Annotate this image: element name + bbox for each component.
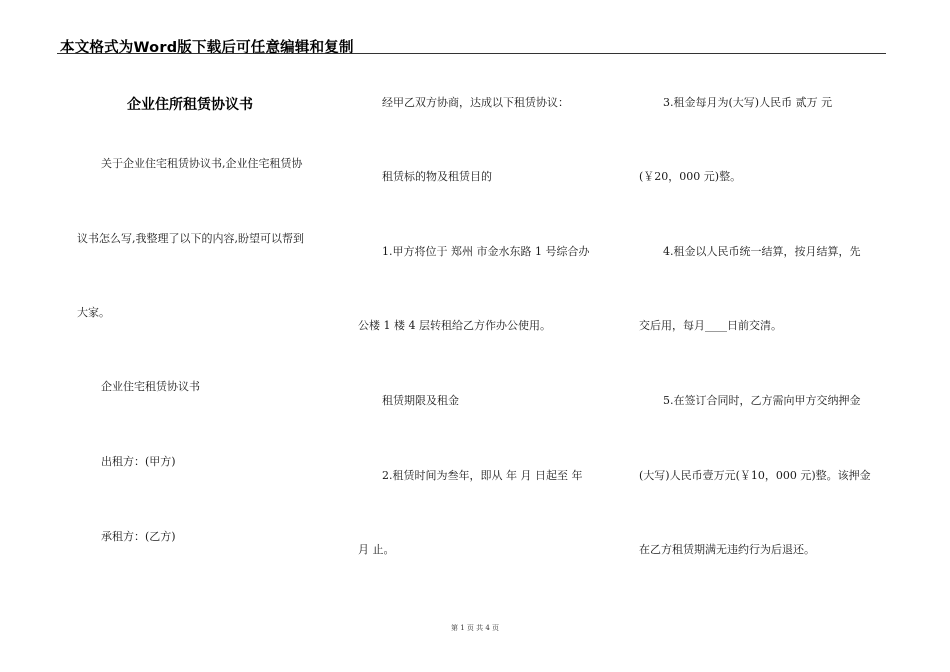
text-line: (￥20，000 元)整。 [639,170,742,183]
document-title: 企业住所租赁协议书 [127,97,253,113]
text-line: 出租方：(甲方) [101,455,176,468]
text-line: 议书怎么写,我整理了以下的内容,盼望可以帮到 [77,232,304,245]
text-line: 4.租金以人民币统一结算，按月结算，先 [663,245,861,258]
page-number: 第 1 页 共 4 页 [450,624,500,632]
text-line: 3.租金每月为(大写)人民币 贰万 元 [663,96,833,109]
text-line: 租赁期限及租金 [382,394,459,407]
text-line: 经甲乙双方协商，达成以下租赁协议： [382,96,569,109]
text-line: 交后用，每月____日前交清。 [639,319,782,332]
text-line: 2.租赁时间为叁年，即从 年 月 日起至 年 [382,469,583,482]
text-line: 承租方：(乙方) [101,530,176,543]
text-line: 租赁标的物及租赁目的 [382,170,492,183]
text-line: 在乙方租赁期满无违约行为后退还。 [639,543,815,556]
text-line: (大写)人民币壹万元(￥10，000 元)整。该押金 [639,469,871,482]
document-banner: 本文格式为Word版下载后可任意编辑和复制 [60,40,354,56]
text-line: 公楼 1 楼 4 层转租给乙方作办公使用。 [358,319,551,332]
text-line: 1.甲方将位于 郑州 市金水东路 1 号综合办 [382,245,590,258]
text-line: 大家。 [77,306,110,319]
text-line: 企业住宅租赁协议书 [101,380,200,393]
text-line: 月 止。 [358,543,395,556]
text-line: 关于企业住宅租赁协议书,企业住宅租赁协 [101,157,303,170]
text-line: 5.在签订合同时，乙方需向甲方交纳押金 [663,394,861,407]
header-rule [57,53,886,54]
